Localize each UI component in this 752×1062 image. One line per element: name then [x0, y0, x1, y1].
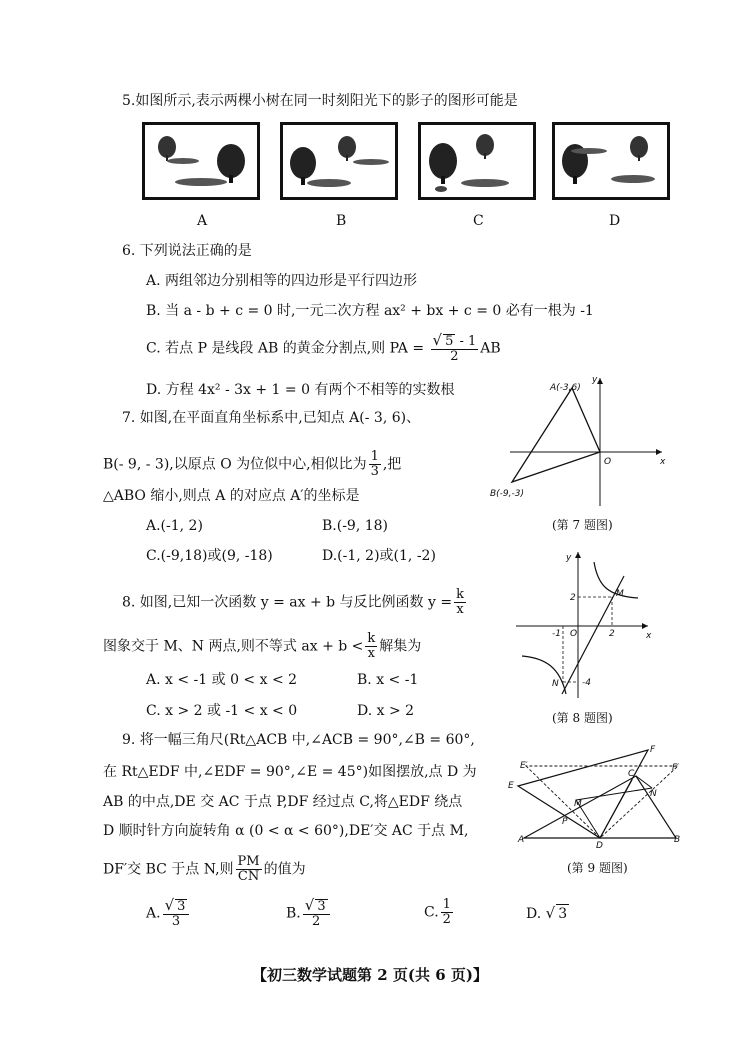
q8-label-neg1: -1 — [552, 629, 561, 639]
q8-k-over-x-2: $\frac{k}{x}$ — [367, 631, 376, 661]
q6-stem: 6. 下列说法正确的是 — [122, 243, 252, 259]
q8-option-d: D. x > 2 — [357, 703, 415, 719]
q8-label-x: x — [646, 631, 652, 641]
q7-figure — [486, 372, 672, 512]
q6-option-b: B. 当 a - b + c = 0 时,一元二次方程 ax² + bx + c = 0 必有一根为 -1 — [146, 303, 594, 319]
q9-line4: D 顺时针方向旋转角 α (0 < α < 60°),DE′交 AC 于点 M, — [103, 823, 469, 839]
q8-line2: 图象交于 M、N 两点,则不等式 ax + b < $\frac{k}{x}$ 解集为 — [103, 631, 422, 661]
q9-label-n: N — [650, 789, 657, 799]
q9-label-e: E — [508, 781, 514, 791]
q9-line3: AB 的中点,DE 交 AC 于点 P,DF 经过点 C,将△EDF 绕点 — [103, 794, 463, 810]
q9-option-d: D. √ 3 — [526, 904, 568, 922]
q8-hyperbola-branch-2 — [522, 656, 566, 694]
q5-label-b: B — [336, 213, 347, 229]
q8-label-neg4: -4 — [582, 678, 591, 688]
q9-label-c: C — [628, 769, 635, 779]
q9-label-a: A — [518, 835, 525, 845]
q8-option-c: C. x > 2 或 -1 < x < 0 — [146, 703, 298, 719]
q9-option-b: B. $\frac{√ 3}{2}$ — [286, 898, 332, 929]
q9-label-b: B — [674, 835, 681, 845]
q9-label-f-prime: F′ — [672, 763, 680, 773]
q7-ratio-fraction: $\frac{1}{3}$ — [370, 449, 379, 479]
q9-label-p: P — [562, 817, 568, 827]
q5-label-d: D — [609, 213, 621, 229]
q7-caption: (第 7 题图) — [552, 518, 613, 532]
q9-label-d: D — [596, 841, 603, 848]
q5-label-c: C — [473, 213, 484, 229]
q9-label-m: M — [574, 799, 582, 809]
q9-line1: 9. 将一幅三角尺(Rt△ACB 中,∠ACB = 90°,∠B = 60°, — [122, 732, 475, 748]
q9-triangle-edf — [518, 750, 648, 838]
q7-line3: △ABO 缩小,则点 A 的对应点 A′的坐标是 — [103, 488, 360, 504]
q7-label-b: B(-9,-3) — [490, 489, 525, 499]
q8-line1: 8. 如图,已知一次函数 y = ax + b 与反比例函数 y = $\frac{k}{x}$ — [122, 587, 464, 617]
q8-caption: (第 8 题图) — [552, 711, 613, 725]
q9-triangle-rotated — [526, 766, 678, 838]
q7-option-b: B.(-9, 18) — [322, 518, 389, 534]
q9-triangle-acb — [524, 776, 676, 838]
q9-line2: 在 Rt△EDF 中,∠EDF = 90°,∠E = 45°)如图摆放,点 D 为 — [103, 764, 477, 780]
q7-option-a: A.(-1, 2) — [146, 518, 203, 534]
q9-caption: (第 9 题图) — [567, 861, 628, 875]
q8-label-2x: 2 — [609, 629, 615, 639]
q8-k-over-x: $\frac{k}{x}$ — [456, 587, 464, 617]
q8-figure — [512, 546, 662, 702]
q5-stem: 5.如图所示,表示两棵小树在同一时刻阳光下的影子的图形可能是 — [122, 93, 518, 109]
q7-label-y: y — [592, 375, 598, 385]
q7-triangle-abo — [512, 388, 600, 482]
q8-label-2y: 2 — [570, 593, 576, 603]
q9-option-a: A. $\frac{√ 3}{3}$ — [146, 898, 191, 929]
q9-option-c: C. $\frac{1}{2}$ — [424, 897, 451, 927]
q9-line5: DF′交 BC 于点 N,则 $\frac{PM}{CN}$ 的值为 — [103, 854, 306, 884]
q8-label-n: N — [552, 679, 559, 689]
q6-option-c: C. 若点 P 是线段 AB 的黄金分割点,则 PA = $\frac{√ 5 - 1}{2}$ AB — [146, 331, 501, 364]
q9-pm-over-cn: $\frac{PM}{CN}$ — [237, 854, 260, 884]
q5-option-d-picture — [552, 122, 670, 200]
q7-label-a: A(-3,6) — [550, 383, 581, 393]
golden-ratio-fraction: $\frac{√ 5 - 1}{2}$ — [432, 331, 477, 364]
q8-option-a: A. x < -1 或 0 < x < 2 — [146, 672, 298, 688]
q8-label-y: y — [566, 553, 572, 563]
q8-option-b: B. x < -1 — [357, 672, 419, 688]
q7-option-d: D.(-1, 2)或(1, -2) — [322, 548, 436, 564]
q8-label-m: M — [616, 589, 624, 599]
q7-option-c: C.(-9,18)或(9, -18) — [146, 548, 273, 564]
q6-option-d: D. 方程 4x² - 3x + 1 = 0 有两个不相等的实数根 — [146, 382, 455, 398]
q8-label-o: O — [570, 629, 578, 639]
q5-option-a-picture — [142, 122, 260, 200]
q9-figure — [506, 742, 688, 848]
q7-label-o: O — [604, 457, 612, 467]
q5-label-a: A — [197, 213, 208, 229]
q7-line1: 7. 如图,在平面直角坐标系中,已知点 A(- 3, 6)、 — [122, 410, 421, 426]
page-footer: 【初三数学试题第 2 页(共 6 页)】 — [252, 966, 488, 984]
q6-option-a: A. 两组邻边分别相等的四边形是平行四边形 — [146, 273, 418, 289]
q7-label-x: x — [660, 457, 666, 467]
q5-option-c-picture — [418, 122, 536, 200]
q7-line2: B(- 9, - 3),以原点 O 为位似中心,相似比为 $\frac{1}{3}$ ,把 — [103, 449, 402, 479]
q9-label-e-prime: E′ — [520, 761, 528, 771]
q5-option-b-picture — [280, 122, 398, 200]
q9-label-f: F — [650, 745, 656, 755]
